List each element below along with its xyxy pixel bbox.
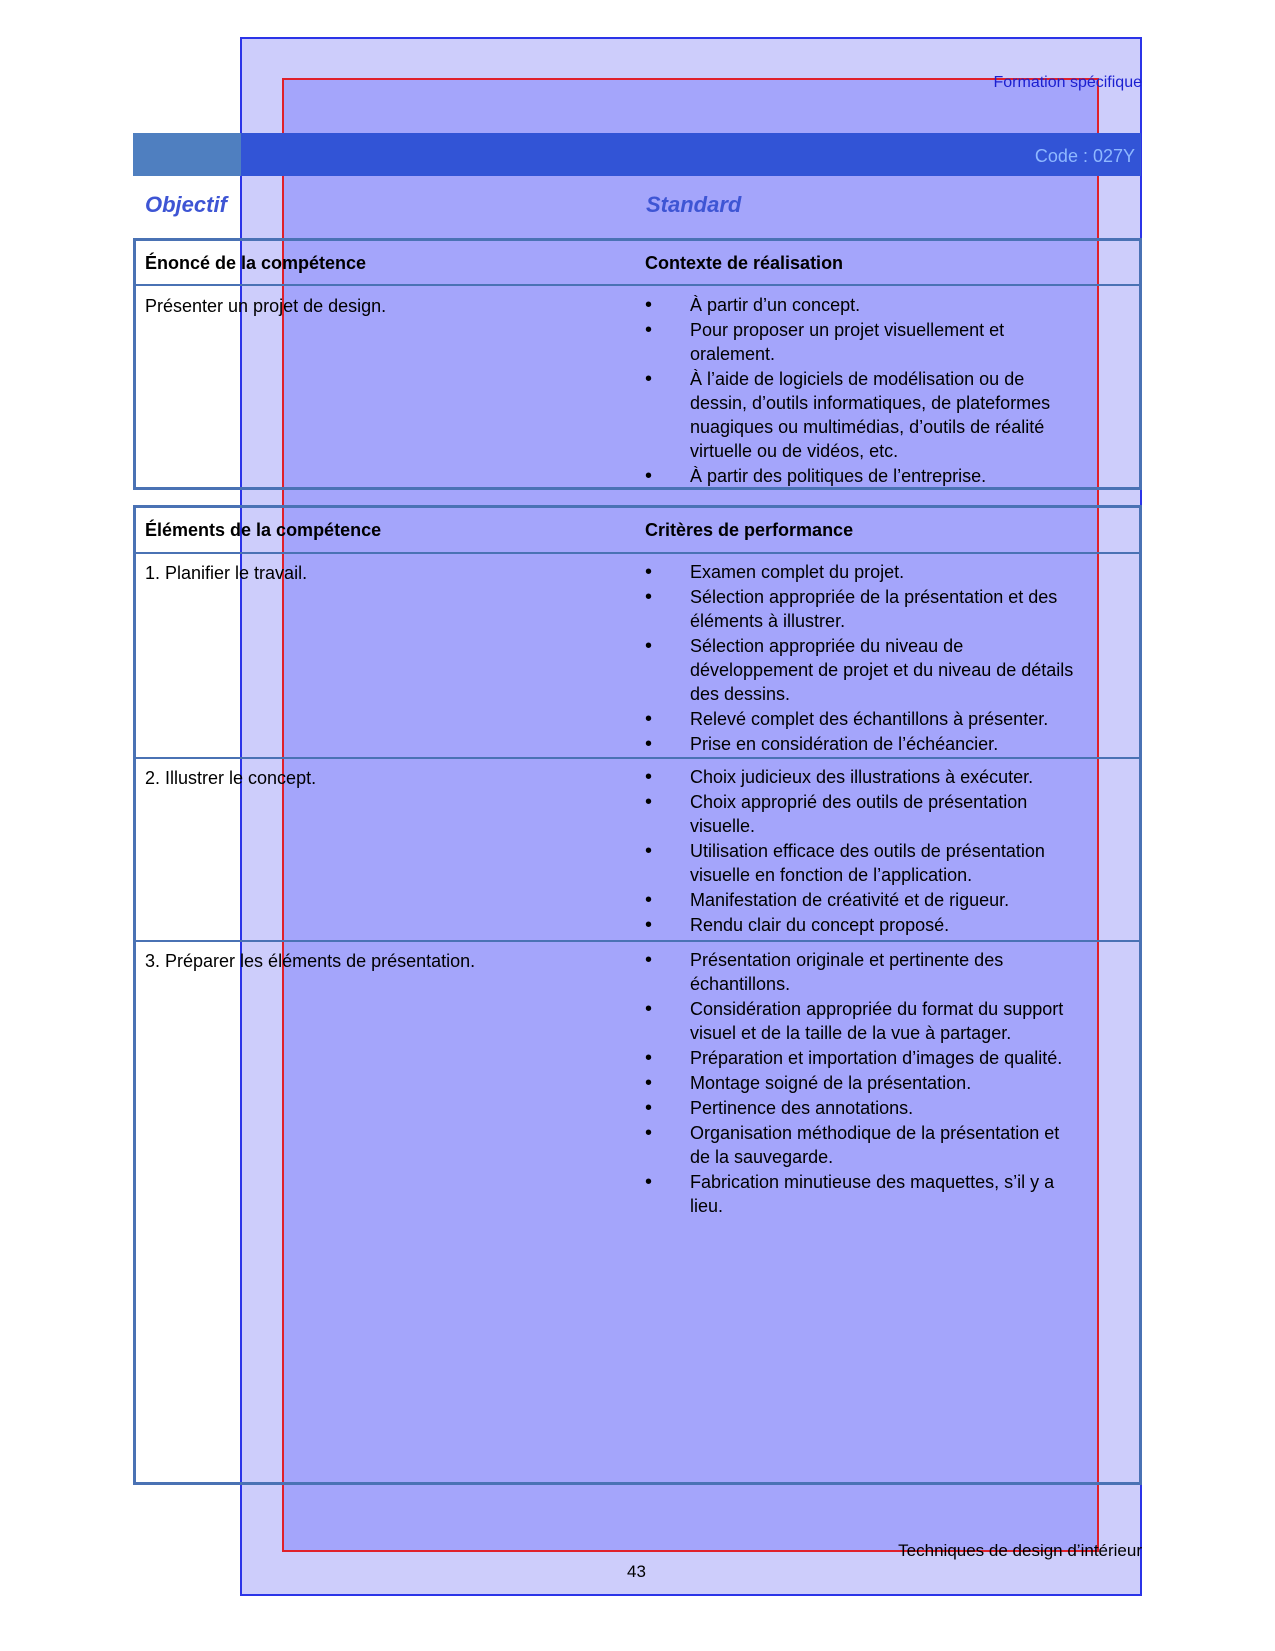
element-label: 3. Préparer les éléments de présentation. [145, 951, 476, 971]
list-item: • Examen complet du projet. [645, 560, 1080, 584]
row-divider [136, 940, 1139, 942]
row-divider [136, 757, 1139, 759]
list-item: • Considération appropriée du format du support visuel et de la taille de la vue à partager. [645, 997, 1080, 1045]
list-item: • Relevé complet des échantillons à présenter. [645, 707, 1080, 731]
code-band [133, 133, 1141, 176]
list-item: • Rendu clair du concept proposé. [645, 913, 1080, 937]
list-item: • Sélection appropriée de la présentation et des éléments à illustrer. [645, 585, 1080, 633]
list-item: • Pertinence des annotations. [645, 1096, 1080, 1120]
list-item: • Prise en considération de l’échéancier. [645, 732, 1080, 756]
footer-program-name: Techniques de design d’intérieur [898, 1541, 1142, 1560]
enonce-header-row [136, 241, 1139, 286]
objectif-title: Objectif [145, 192, 227, 217]
list-item: • Choix judicieux des illustrations à exécuter. [645, 765, 1080, 789]
standard-title: Standard [646, 192, 742, 217]
list-item: • Choix approprié des outils de présentation visuelle. [645, 790, 1080, 838]
program-label: Formation spécifique [993, 74, 1142, 91]
list-item: • Pour proposer un projet visuellement et oralement. [645, 318, 1080, 366]
enonce-col-right: Contexte de réalisation [645, 253, 844, 273]
element-label: 2. Illustrer le concept. [145, 768, 317, 788]
list-item: • Organisation méthodique de la présentation et de la sauvegarde. [645, 1121, 1080, 1169]
context-list [645, 293, 1080, 489]
element-label: 1. Planifier le travail. [145, 563, 308, 583]
criteria-list [645, 560, 1080, 757]
criteria-list [645, 765, 1080, 938]
list-item: • Montage soigné de la présentation. [645, 1071, 1080, 1095]
elements-col-right: Critères de performance [645, 520, 854, 540]
list-item: • À l’aide de logiciels de modélisation ou de dessin, d’outils informatiques, de plateformes nuagiques ou multimédias, d’outils de réalité virtuelle ou de vidéos, etc. [645, 367, 1080, 463]
criteria-list [645, 948, 1080, 1219]
competency-code: Code : 027Y [1034, 146, 1135, 166]
list-item: • Sélection appropriée du niveau de développement de projet et du niveau de détails des dessins. [645, 634, 1080, 706]
list-item: • Présentation originale et pertinente des échantillons. [645, 948, 1080, 996]
list-item: • Manifestation de créativité et de rigueur. [645, 888, 1080, 912]
list-item: • À partir des politiques de l’entreprise. [645, 464, 1080, 488]
page-number: 43 [627, 1562, 646, 1581]
list-item: • Utilisation efficace des outils de présentation visuelle en fonction de l’application. [645, 839, 1080, 887]
competency-statement: Présenter un projet de design. [145, 296, 387, 316]
list-item: • Préparation et importation d’images de qualité. [645, 1046, 1080, 1070]
elements-table [133, 505, 1142, 1485]
enonce-col-left: Énoncé de la compétence [145, 253, 367, 273]
list-item: • Fabrication minutieuse des maquettes, s’il y a lieu. [645, 1170, 1080, 1218]
list-item: • À partir d’un concept. [645, 293, 1080, 317]
elements-col-left: Éléments de la compétence [145, 520, 382, 540]
elements-header-row [136, 508, 1139, 554]
enonce-table [133, 238, 1142, 490]
